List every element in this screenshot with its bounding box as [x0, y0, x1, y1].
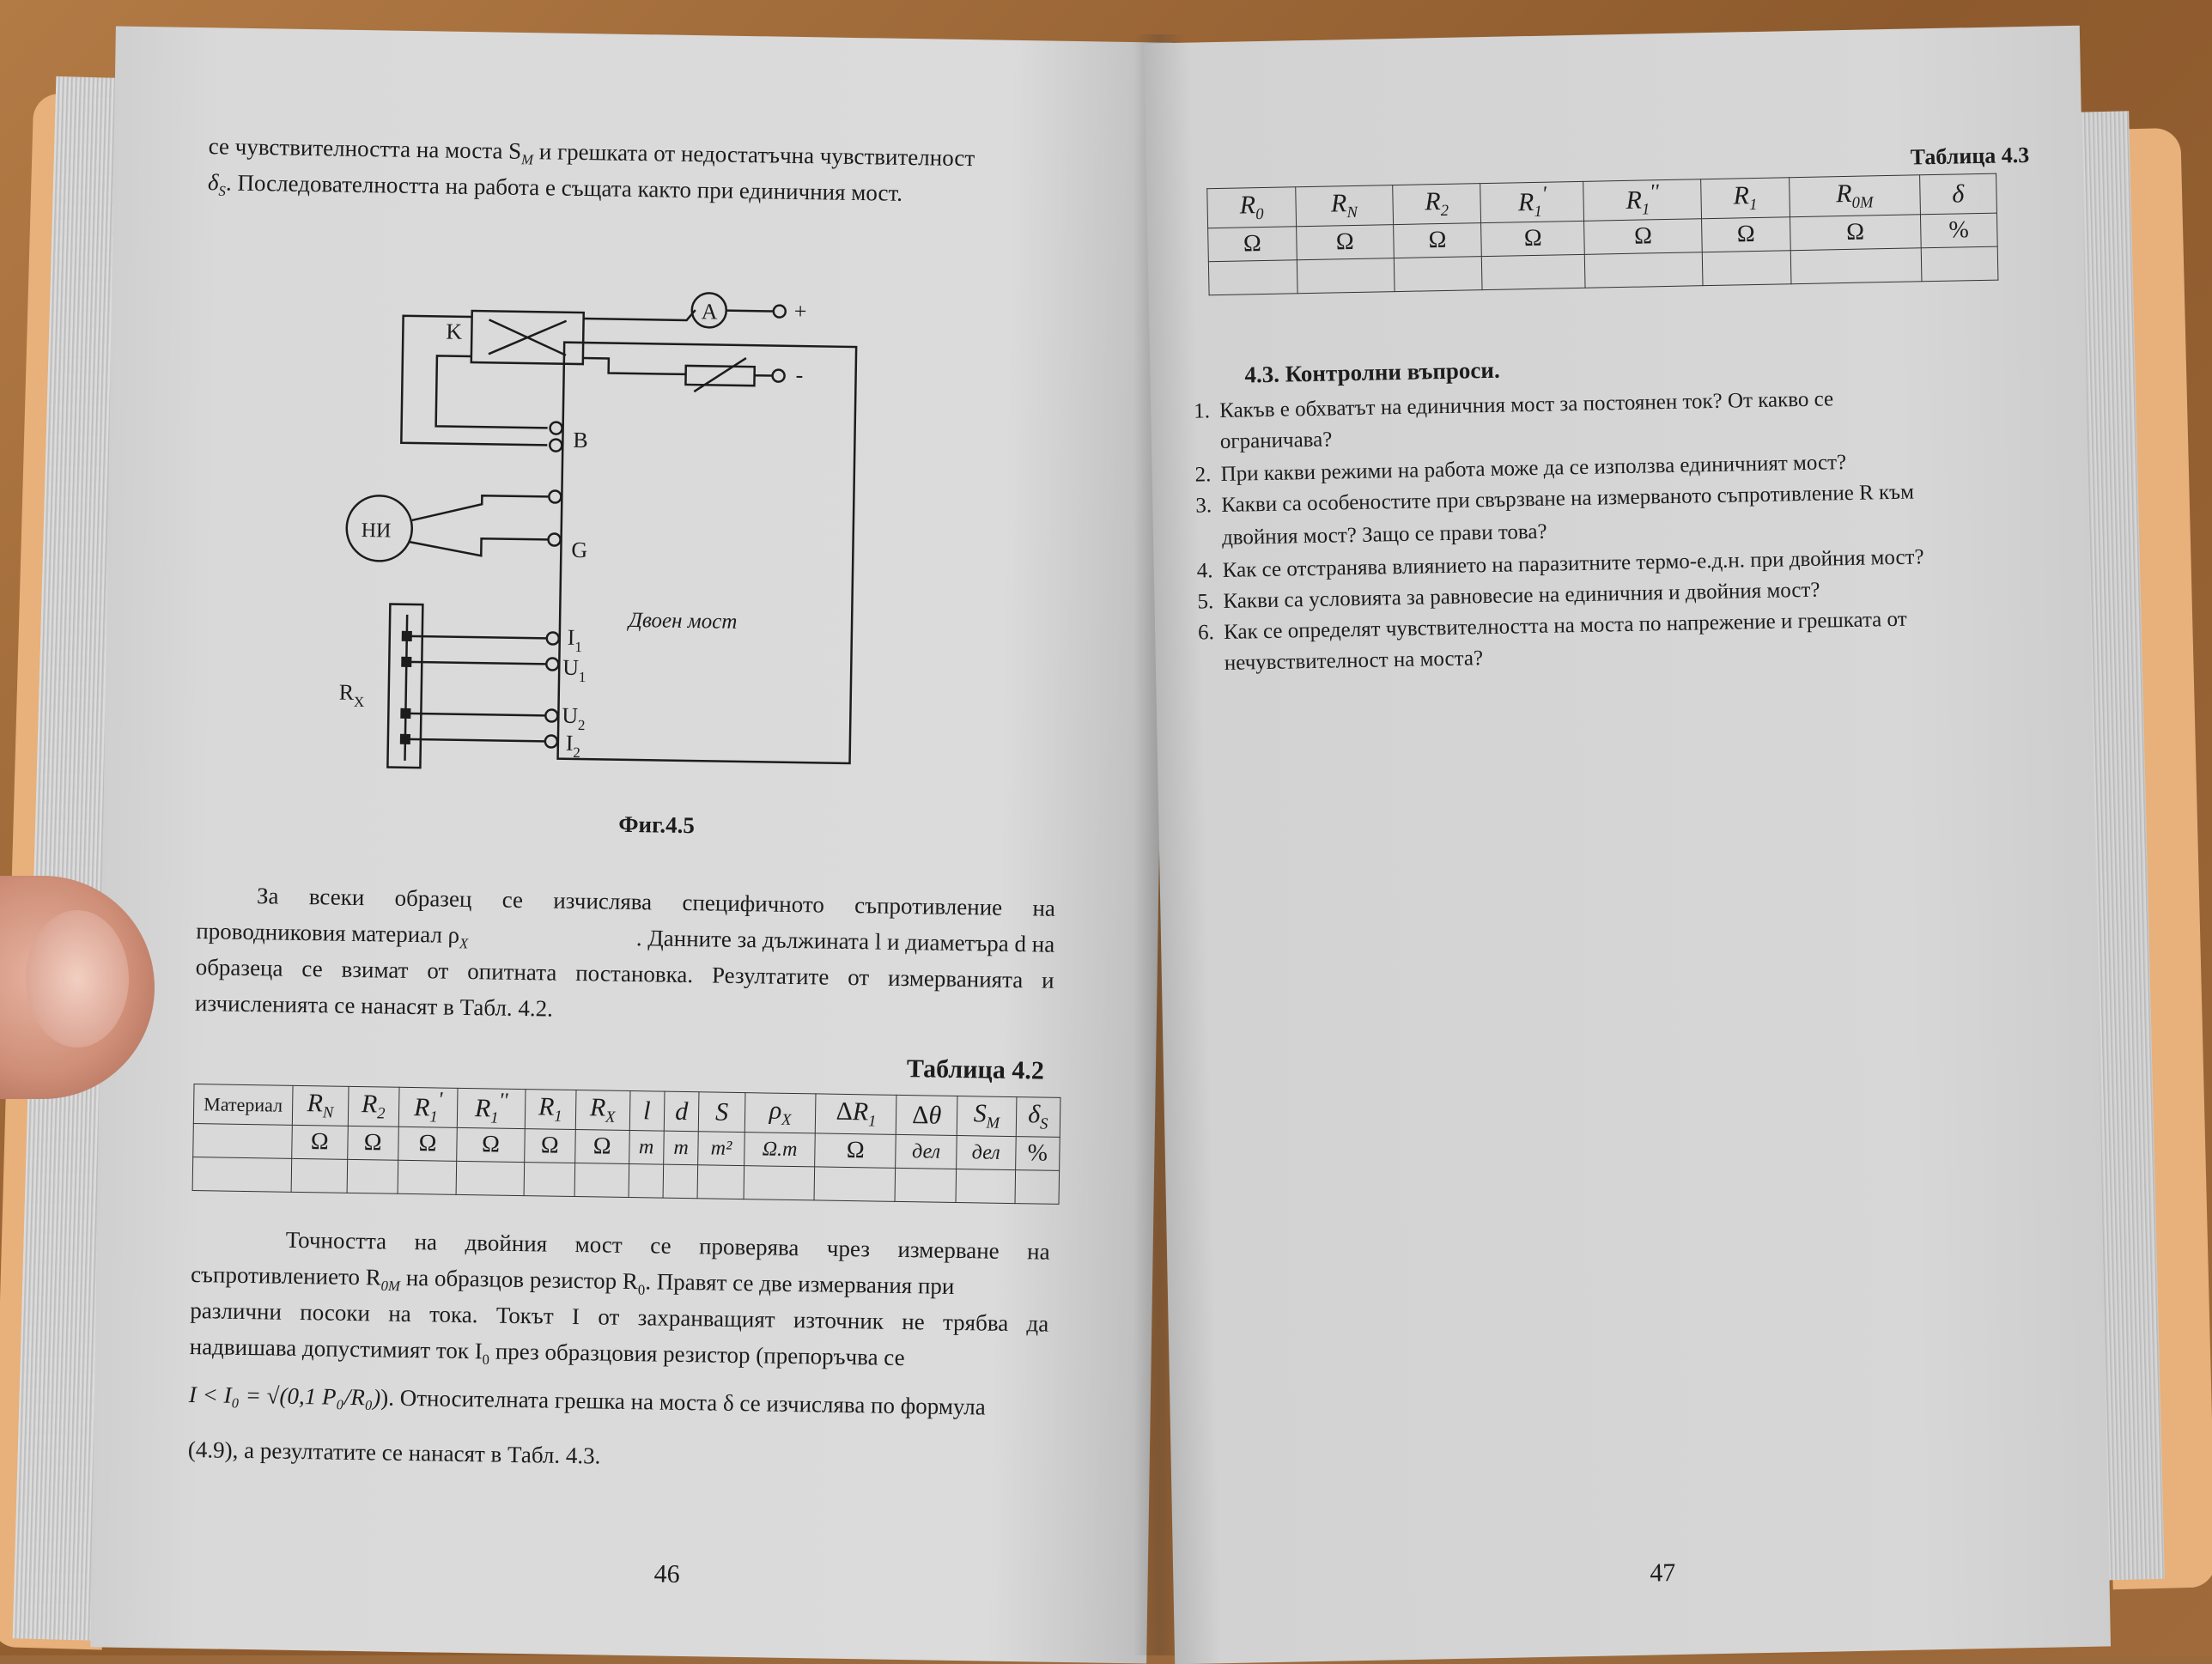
para2-line2: проводниковия материал $\rho_X$ . Данните за дължината l и диаметъра d на	[196, 914, 1055, 970]
para3-line4: надвишава допустимият ток $I_0$ през образцовия резистор (препоръчва се	[189, 1329, 1048, 1386]
formula: I < I₀ = √(0,1 P₀/R₀)	[189, 1382, 381, 1411]
header-delta-s: $\delta_S$	[1016, 1097, 1060, 1138]
table-4-3	[1206, 173, 1998, 296]
question-5: 5. Какви са условията за равновесие на единичния и двойния мост?	[1197, 575, 1820, 618]
header-r1-prime: $R_1'$	[1480, 181, 1584, 222]
para3-line6: (4.9), а резултатите се нанасят в Табл. 4.3.	[188, 1432, 601, 1473]
unit-cell: %	[1015, 1137, 1060, 1171]
header-delta: δ	[1919, 173, 1996, 215]
unit-cell: m	[664, 1131, 699, 1165]
unit-cell: Ω	[574, 1130, 629, 1164]
header-r1-prime: $R_1'$	[398, 1087, 458, 1127]
unit-cell: Ω	[1481, 221, 1585, 256]
terminal-i1-label: $I_1$	[567, 625, 582, 655]
header-r1: $R_1$	[1701, 178, 1790, 219]
question-3: 3. Какви са особеностите при свързване на измерваното съпротивление R към	[1195, 477, 1914, 522]
header-r0m: $R_{0M}$	[1789, 175, 1920, 217]
header-delta-theta: Δθ	[896, 1095, 957, 1135]
para2-line1: За всеки образец се изчислява специфичното съпротивление на	[257, 878, 1056, 926]
page-number-right: 47	[1650, 1558, 1676, 1588]
header-r1: $R_1$	[525, 1090, 576, 1130]
header-sm: $S_M$	[957, 1096, 1016, 1137]
para2-line4: изчисленията се нанасят в Табл. 4.2.	[195, 986, 554, 1026]
unit-cell	[193, 1124, 293, 1159]
header-s: S	[699, 1092, 745, 1133]
para3-line5: I < I₀ = √(0,1 P₀/R₀)). Относителната грешка на моста δ се изчислява по формула	[189, 1377, 1048, 1425]
terminal-i2-label: $I_2$	[566, 731, 581, 761]
table-4-3-title: Таблица 4.3	[1910, 138, 2029, 175]
unit-cell: Ω	[1296, 225, 1393, 260]
header-delta-r1: $\Delta R_1$	[816, 1094, 897, 1134]
unit-cell: Ω	[1393, 223, 1482, 258]
terminal-u2-label: $U_2$	[562, 703, 586, 733]
table-4-2	[192, 1084, 1061, 1205]
header-r2: $R_2$	[1392, 184, 1481, 225]
unit-cell: Ω	[347, 1126, 398, 1160]
header-r1-double-prime: $R_1''$	[1583, 179, 1702, 222]
null-indicator-label: НИ	[362, 519, 392, 543]
unit-cell: Ω	[815, 1133, 896, 1168]
unit-cell: Ω	[1584, 219, 1702, 255]
question-1-cont: ограничава?	[1220, 425, 1333, 458]
para3-line3: различни посоки на тока. Токът I от захранващият източник не трябва да	[190, 1293, 1049, 1341]
switch-k-label: K	[446, 319, 462, 344]
unit-cell: m²	[698, 1132, 744, 1166]
unit-cell: Ω	[1790, 215, 1921, 251]
header-rn: $R_N$	[1296, 185, 1394, 227]
unit-cell: Ω	[292, 1125, 348, 1159]
unit-cell: %	[1920, 213, 1997, 248]
header-rx: $R_X$	[575, 1090, 629, 1131]
figure-caption: Фиг.4.5	[618, 807, 695, 842]
unit-cell: Ω	[457, 1127, 525, 1162]
header-rho-x: $\rho_X$	[744, 1093, 816, 1133]
unit-cell: дел	[896, 1134, 957, 1169]
unit-cell: Ω	[398, 1127, 457, 1161]
question-2: 2. При какви режими на работа може да се използва единичният мост?	[1194, 447, 1846, 491]
header-rn: $R_N$	[292, 1085, 348, 1126]
unit-cell: Ω	[524, 1129, 575, 1163]
terminal-g-label: G	[571, 537, 587, 562]
double-bridge-label: Двоен мост	[627, 609, 738, 634]
header-r2: $R_2$	[348, 1086, 399, 1127]
unit-cell: Ω	[1208, 227, 1297, 262]
minus-terminal-label: -	[795, 362, 803, 387]
header-l: l	[629, 1091, 665, 1132]
right-page	[1144, 26, 2111, 1664]
terminal-u1-label: $U_1$	[562, 655, 586, 685]
para1-line1: се чувствителността на моста $S_M$ и грешката от недостатъчна чувствителност	[208, 129, 975, 184]
question-1: 1. Какъв е обхватът на единичния мост за постоянен ток? От какво се	[1194, 380, 2019, 427]
section-title-control-questions: 4.3. Контролни въпроси.	[1244, 353, 1500, 392]
para1-line2: $\delta_S$. Последователността на работа е същата както при единичния мост.	[208, 165, 903, 219]
unit-cell: Ω.m	[744, 1133, 815, 1167]
header-r1-double-prime: $R_1''$	[458, 1088, 526, 1128]
thumbnail	[26, 910, 129, 1048]
question-4: 4. Как се отстранява влиянието на паразитните термо-е.д.н. при двойния мост?	[1196, 542, 1923, 586]
terminal-b-label: B	[573, 428, 588, 452]
ammeter-label: A	[702, 299, 718, 324]
plus-terminal-label: +	[794, 299, 807, 324]
question-3-cont: двойния мост? Защо се прави това?	[1222, 517, 1547, 554]
figure-4-5-double-bridge-circuit	[318, 244, 1014, 855]
question-6-cont: нечувствителност на моста?	[1224, 643, 1484, 679]
para2-line3: образеца се взимат от опитната постановка. Резултатите от измерванията и	[195, 950, 1054, 998]
rx-resistor-label: $R_X$	[338, 680, 364, 710]
page-number-left: 46	[653, 1560, 680, 1589]
question-6: 6. Как се определят чувствителността на моста по напрежение и грешката от	[1198, 604, 1907, 649]
unit-cell: дел	[957, 1135, 1016, 1169]
left-page	[90, 26, 1172, 1663]
table-4-2-title: Таблица 4.2	[907, 1052, 1045, 1089]
header-material: Материал	[193, 1084, 293, 1126]
para3-line2: съпротивлението $R_{0M}$ на образцов резистор $R_0$. Правят се две измервания при	[191, 1257, 1050, 1314]
header-d: d	[664, 1091, 699, 1132]
unit-cell: m	[629, 1131, 664, 1165]
unit-cell: Ω	[1701, 217, 1790, 252]
header-r0: $R_0$	[1207, 187, 1297, 228]
para3-line1: Точността на двойния мост се проверява чрез измерване на	[285, 1223, 1050, 1269]
